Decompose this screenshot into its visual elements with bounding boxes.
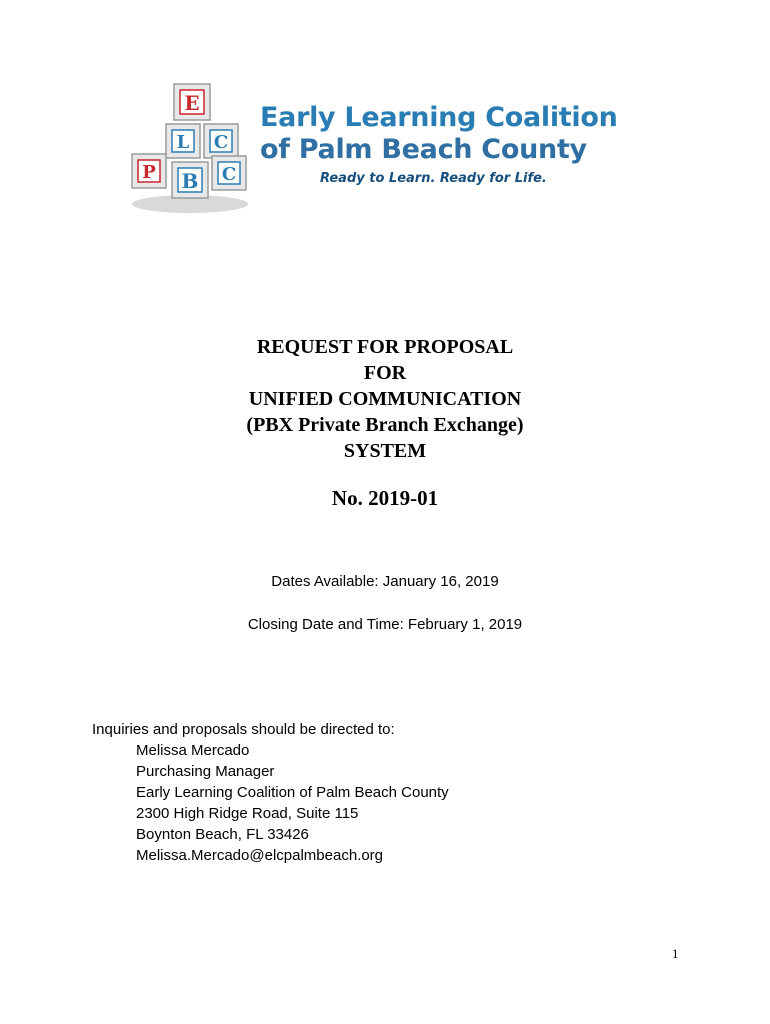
block-letter: B: [181, 169, 199, 193]
contact-address: [136, 740, 449, 866]
contact-email: Melissa.Mercado@elcpalmbeach.org: [136, 847, 384, 864]
contact-street: 2300 High Ridge Road, Suite 115: [136, 805, 359, 822]
block-c-upper: [204, 124, 238, 158]
logo-line-2: of Palm Beach County: [260, 134, 587, 165]
rfp-number: No. 2019-01: [331, 486, 439, 510]
block-e: [174, 84, 210, 120]
block-letter: L: [176, 132, 190, 153]
block-letter: C: [221, 164, 237, 185]
document-title: [0, 334, 770, 464]
page-number: 1: [672, 946, 679, 961]
contact-city: Boynton Beach, FL 33426: [136, 826, 309, 843]
title-line: REQUEST FOR PROPOSAL: [256, 336, 514, 358]
contact-heading: Inquiries and proposals should be directed to:: [92, 721, 395, 738]
block-letter: C: [213, 132, 229, 153]
title-line: UNIFIED COMMUNICATION: [248, 388, 522, 410]
block-letter: P: [142, 162, 156, 183]
logo-line-1: Early Learning Coalition: [260, 102, 618, 133]
title-line: SYSTEM: [343, 440, 427, 462]
title-line: FOR: [363, 362, 407, 384]
block-p: [132, 154, 166, 188]
logo-tagline: Ready to Learn. Ready for Life.: [320, 171, 547, 186]
dates-available: Dates Available: January 16, 2019: [271, 573, 499, 590]
closing-date: Closing Date and Time: February 1, 2019: [247, 616, 523, 633]
letter-blocks-icon: [128, 76, 250, 216]
contact-name: Melissa Mercado: [136, 742, 250, 759]
contact-organization: Early Learning Coalition of Palm Beach County: [136, 784, 449, 801]
block-letter: E: [184, 91, 200, 115]
organization-logo: [128, 76, 658, 216]
block-b: [172, 162, 208, 198]
contact-title: Purchasing Manager: [136, 763, 275, 780]
block-l: [166, 124, 200, 158]
block-c-lower: [212, 156, 246, 190]
logo-wordmark: [260, 102, 618, 186]
contact-block: [92, 719, 449, 866]
title-line: (PBX Private Branch Exchange): [246, 414, 524, 436]
